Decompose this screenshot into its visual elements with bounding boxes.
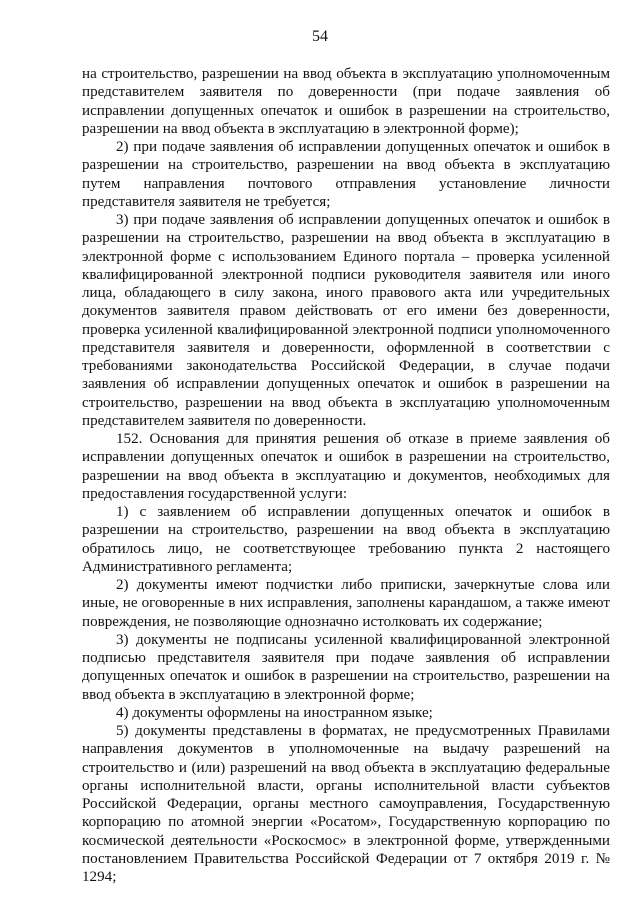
paragraph: 1) с заявлением об исправлении допущенных опечаток и ошибок в разрешении на строительство, разрешении на ввод объекта в эксплуатацию обратилось лицо, не соответствующее требованию пункта 2 настоящего Административного регламента; xyxy=(82,504,610,575)
document-body xyxy=(82,65,610,886)
paragraph: 3) документы не подписаны усиленной квалифицированной электронной подписью представителя заявителя при подаче заявления об исправлении допущенных опечаток и ошибок в разрешении на строительство, разрешении на ввод объекта в эксплуатацию в электронной форме; xyxy=(82,631,610,703)
paragraph: 2) документы имеют подчистки либо приписки, зачеркнутые слова или иные, не оговоренные в них исправления, заполнены карандашом, а также имеют повреждения, не позволяющие однозначно истолковать их содержание; xyxy=(82,577,610,630)
paragraph: 2) при подаче заявления об исправлении допущенных опечаток и ошибок в разрешении на строительство, разрешении на ввод объекта в эксплуатацию путем направления почтового отправления установление личности представителя заявителя не требуется; xyxy=(82,139,610,210)
paragraph: 5) документы представлены в форматах, не предусмотренных Правилами направления документов в уполномоченные на выдачу разрешений на строительство и (или) разрешений на ввод объекта в эксплуатацию федеральные органы исполнительной власти, органы исполнительной власти субъектов Российской Федерации, органы местного самоуправления, Государственную корпорацию по атомной энергии «Росатом», Государственную корпорацию по космической деятельности «Роскосмос» в электронной форме, утвержденными постановлением Правительства Российской Федерации от 7 октября 2019 г. № 1294; xyxy=(82,723,610,885)
paragraph: 4) документы оформлены на иностранном языке; xyxy=(116,704,433,721)
page-number: 54 xyxy=(312,28,328,45)
paragraph: 152. Основания для принятия решения об отказе в приеме заявления об исправлении допущенных опечаток и ошибок в разрешении на строительство, разрешении на ввод объекта в эксплуатацию и документов, необходимых для предоставления государственной услуги: xyxy=(82,431,610,502)
paragraph: на строительство, разрешении на ввод объекта в эксплуатацию уполномоченным представителем заявителя по доверенности (при подаче заявления об исправлении допущенных опечаток и ошибок в разрешении на строительство, разрешении на ввод объекта в эксплуатацию в электронной форме); xyxy=(82,66,610,137)
paragraph: 3) при подаче заявления об исправлении допущенных опечаток и ошибок в разрешении на строительство, разрешении на ввод объекта в эксплуатацию в электронной форме с использованием Единого портала – проверка усиленной квалифицированной электронной подписи руководителя заявителя или иного лица, обладающего в силу закона, иного правового акта или учредительных документов заявителя правом действовать от его имени без доверенности, проверка усиленной квалифицированной электронной подписи уполномоченного представителя заявителя и доверенности, оформленной в соответствии с требованиями законодательства Российской Федерации, в случае подачи заявления об исправлении допущенных опечаток и ошибок в разрешении на строительство, разрешении на ввод объекта в эксплуатацию уполномоченным представителем заявителя по доверенности. xyxy=(82,212,610,429)
